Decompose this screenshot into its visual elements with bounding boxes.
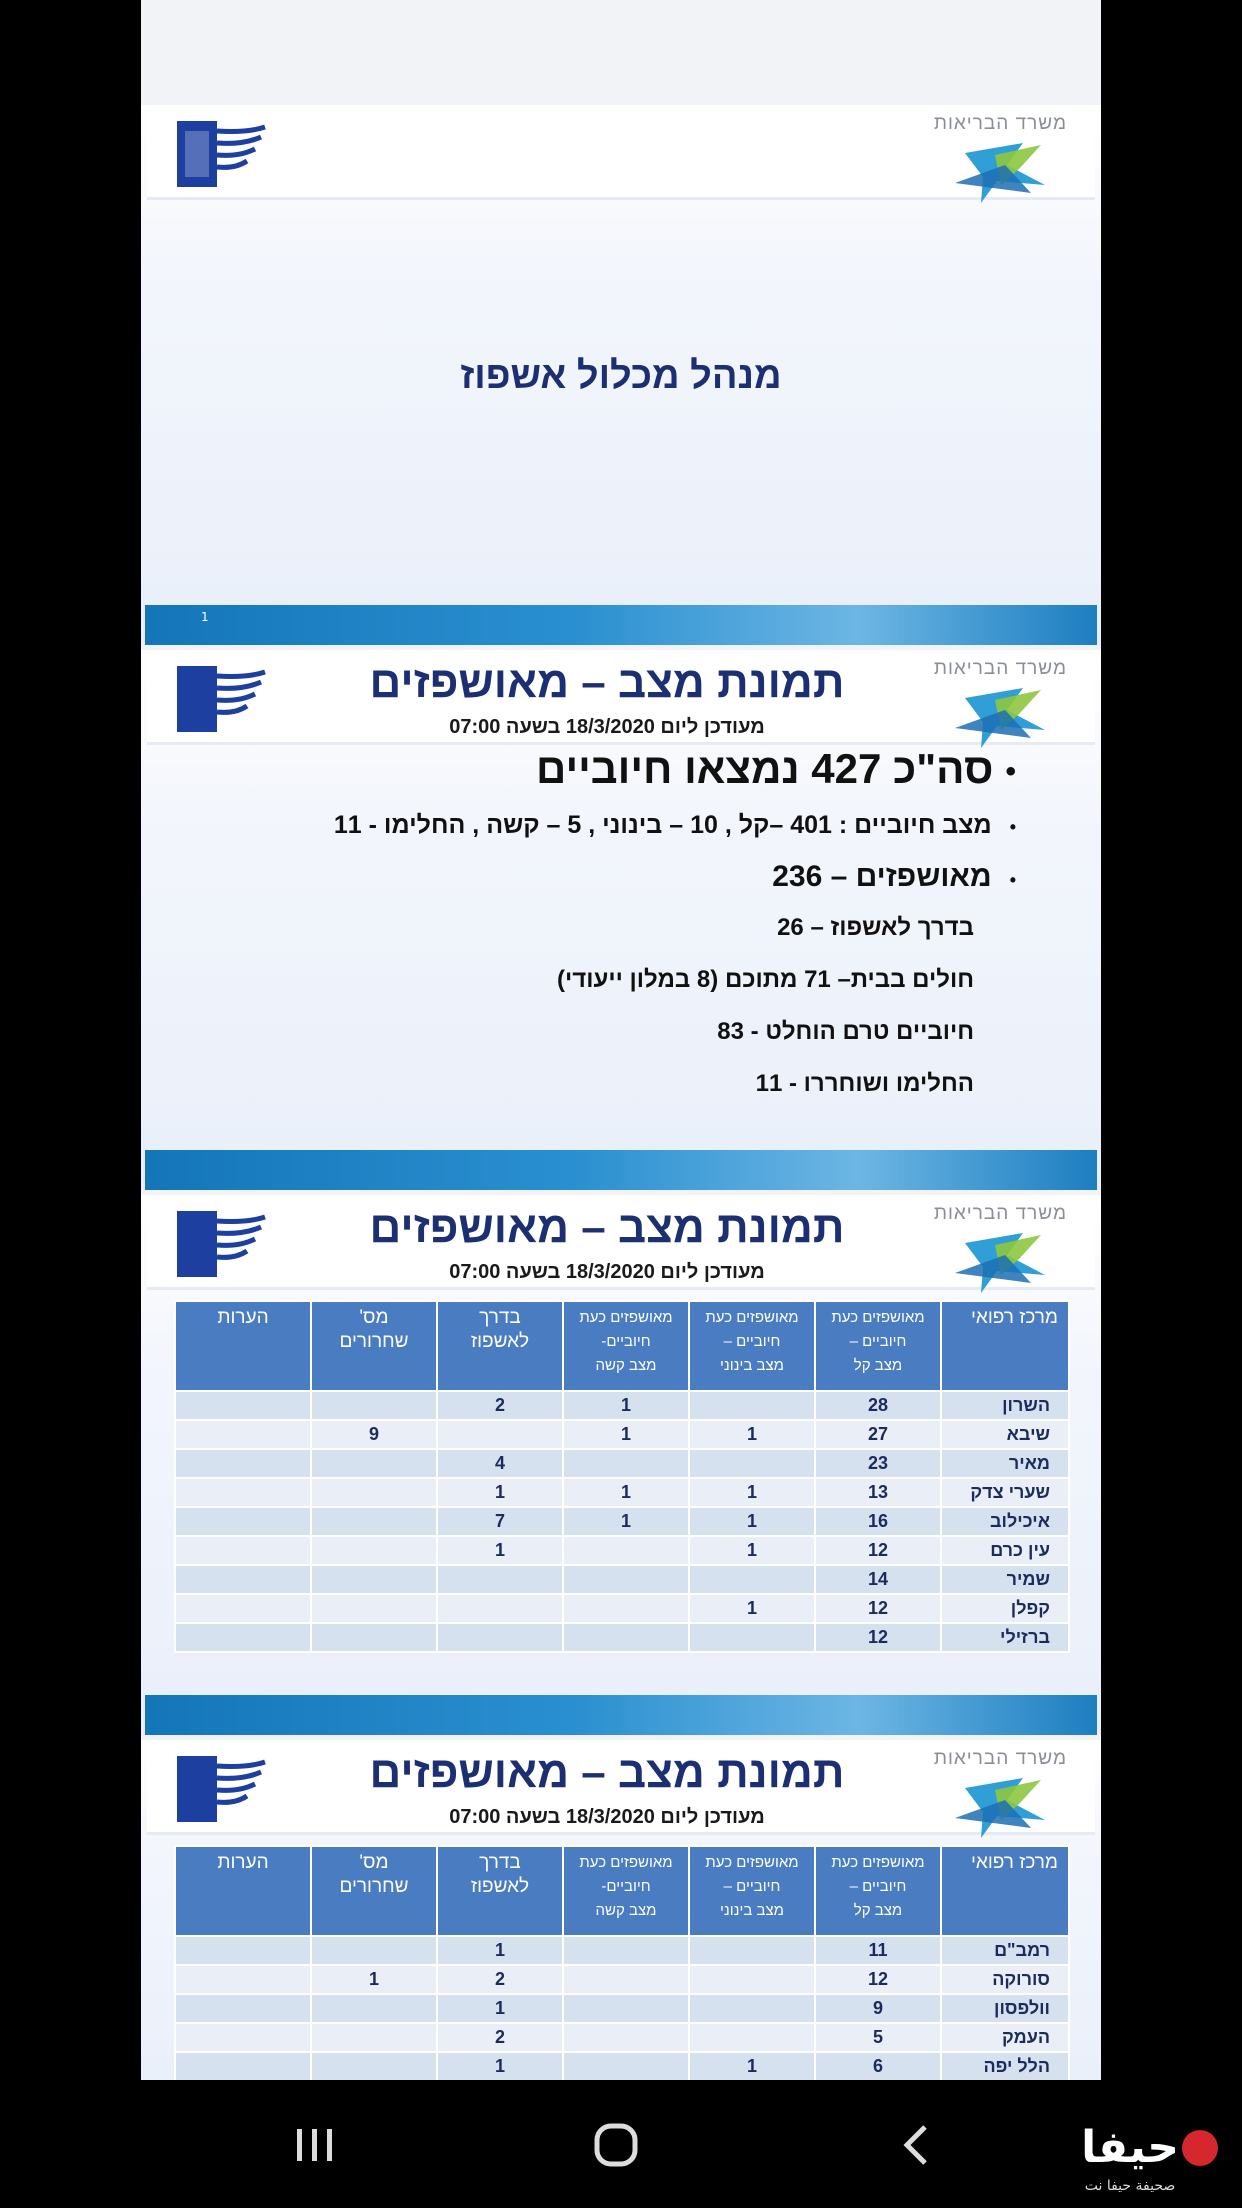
document-viewer[interactable] xyxy=(141,0,1101,2080)
table-cell: 1 xyxy=(437,1536,563,1565)
table-header-row xyxy=(175,1846,1069,1936)
col-en-route: בדרך לאשפוז xyxy=(437,1846,563,1936)
table-row xyxy=(175,1391,1069,1420)
ministry-name: משרד הבריאות xyxy=(933,658,1067,679)
table-cell xyxy=(175,2052,311,2080)
ministry-star-logo-icon xyxy=(945,1225,1055,1295)
cell-medical-center: איכילוב xyxy=(941,1507,1069,1536)
table-cell xyxy=(311,1594,437,1623)
cell-medical-center: קפלן xyxy=(941,1594,1069,1623)
table-cell xyxy=(563,1594,689,1623)
slide-1-title: מנהל מכלול אשפוז xyxy=(460,355,782,397)
table-cell: 1 xyxy=(563,1507,689,1536)
table-cell xyxy=(689,1565,815,1594)
ministry-name: משרד הבריאות xyxy=(933,113,1067,134)
table-cell xyxy=(437,1420,563,1449)
table-row xyxy=(175,1936,1069,1965)
table-cell xyxy=(311,2052,437,2080)
slide-3 xyxy=(141,1195,1101,1735)
cell-medical-center: השרון xyxy=(941,1391,1069,1420)
table-cell: 27 xyxy=(815,1420,941,1449)
ministry-star-logo-icon xyxy=(945,1770,1055,1840)
table-cell: 12 xyxy=(815,1594,941,1623)
table-cell: 1 xyxy=(437,2052,563,2080)
recent-apps-button[interactable] xyxy=(280,2110,350,2180)
table-cell: 2 xyxy=(437,1965,563,1994)
table-cell xyxy=(311,1936,437,1965)
table-cell xyxy=(689,1965,815,1994)
svg-text:حيفا: حيفا xyxy=(1081,2122,1179,2173)
table-cell: 11 xyxy=(815,1936,941,1965)
table-row xyxy=(175,1965,1069,1994)
table-cell: 6 xyxy=(815,2052,941,2080)
slide-title: תמונת מצב – מאושפזים xyxy=(369,1203,845,1252)
col-mild: מאושפזים כעת חיוביים – מצב קל xyxy=(815,1301,941,1391)
table-cell: 1 xyxy=(437,1994,563,2023)
table-cell: 1 xyxy=(311,1965,437,1994)
bullet-text: מאושפזים – 236 xyxy=(772,860,992,893)
col-notes: הערות xyxy=(175,1846,311,1936)
table-row xyxy=(175,1994,1069,2023)
cell-medical-center: הלל יפה xyxy=(941,2052,1069,2080)
table-cell: 12 xyxy=(815,1623,941,1652)
table-cell: 1 xyxy=(563,1420,689,1449)
table-cell xyxy=(175,1536,311,1565)
table-cell: 5 xyxy=(815,2023,941,2052)
table-cell: 1 xyxy=(437,1936,563,1965)
col-moderate: מאושפזים כעת חיוביים – מצב בינוני xyxy=(689,1846,815,1936)
table-cell xyxy=(311,1994,437,2023)
line-recovered: החלימו ושוחררו - 11 xyxy=(755,1070,974,1097)
col-mild: מאושפזים כעת חיוביים – מצב קל xyxy=(815,1846,941,1936)
recent-apps-icon xyxy=(293,2125,337,2165)
table-cell xyxy=(175,1420,311,1449)
table-cell: 28 xyxy=(815,1391,941,1420)
table-cell xyxy=(563,1994,689,2023)
ministry-name: משרד הבריאות xyxy=(933,1748,1067,1769)
table-cell xyxy=(563,1965,689,1994)
table-cell xyxy=(175,1507,311,1536)
cell-medical-center: עין כרם xyxy=(941,1536,1069,1565)
table-cell xyxy=(563,1536,689,1565)
table-cell xyxy=(437,1623,563,1652)
cell-medical-center: שערי צדק xyxy=(941,1478,1069,1507)
col-discharged: מס' שחרורים xyxy=(311,1846,437,1936)
line-undecided: חיוביים טרם הוחלט - 83 xyxy=(717,1018,974,1045)
table-cell xyxy=(689,1936,815,1965)
cell-medical-center: מאיר xyxy=(941,1449,1069,1478)
table-cell: 2 xyxy=(437,2023,563,2052)
col-medical-center: מרכז רפואי xyxy=(941,1846,1069,1936)
table-cell xyxy=(311,1623,437,1652)
slide-title: תמונת מצב – מאושפזים xyxy=(369,658,845,707)
table-cell: 9 xyxy=(815,1994,941,2023)
slide-footer-wave xyxy=(145,1695,1097,1735)
table-cell xyxy=(437,1565,563,1594)
cell-medical-center: העמק xyxy=(941,2023,1069,2052)
table-row xyxy=(175,1623,1069,1652)
bullet-hospitalized: •מאושפזים – 236 xyxy=(772,860,1016,893)
bullet-list xyxy=(256,745,1016,1122)
table-cell: 14 xyxy=(815,1565,941,1594)
col-severe: מאושפזים כעת חיוביים- מצב קשה xyxy=(563,1846,689,1936)
table-cell xyxy=(563,1565,689,1594)
table-row xyxy=(175,1420,1069,1449)
home-icon xyxy=(592,2121,640,2169)
cell-medical-center: וולפסון xyxy=(941,1994,1069,2023)
slide-subtitle: מעודכן ליום 18/3/2020 בשעה 07:00 xyxy=(449,716,765,738)
slide-header xyxy=(147,650,1095,745)
cell-medical-center: ברזילי xyxy=(941,1623,1069,1652)
page-number: 1 xyxy=(201,610,209,624)
table-cell: 1 xyxy=(563,1478,689,1507)
svg-text:صحيفة حيفا نت: صحيفة حيفا نت xyxy=(1084,2178,1176,2194)
col-moderate: מאושפזים כעת חיוביים – מצב בינוני xyxy=(689,1301,815,1391)
table-header-row xyxy=(175,1301,1069,1391)
table-cell: 1 xyxy=(689,2052,815,2080)
table-cell xyxy=(175,1965,311,1994)
cell-medical-center: שמיר xyxy=(941,1565,1069,1594)
table-cell xyxy=(175,1478,311,1507)
table-cell: 1 xyxy=(689,1507,815,1536)
table-cell xyxy=(175,1449,311,1478)
table-cell: 1 xyxy=(563,1391,689,1420)
table-row xyxy=(175,1565,1069,1594)
slide-footer-wave xyxy=(145,1150,1097,1190)
back-icon xyxy=(897,2121,937,2169)
ministry-star-logo-icon xyxy=(945,135,1055,205)
table-cell: 1 xyxy=(689,1594,815,1623)
table-cell: 4 xyxy=(437,1449,563,1478)
slide-header xyxy=(147,105,1095,200)
table-cell xyxy=(175,1623,311,1652)
table-cell: 1 xyxy=(437,1478,563,1507)
watermark-logo xyxy=(1030,2110,1230,2200)
table-cell xyxy=(311,1478,437,1507)
table-cell: 13 xyxy=(815,1478,941,1507)
table-cell xyxy=(689,1391,815,1420)
table-cell xyxy=(311,1536,437,1565)
table-row xyxy=(175,1478,1069,1507)
table-cell xyxy=(311,1449,437,1478)
table-cell: 2 xyxy=(437,1391,563,1420)
table-cell xyxy=(437,1594,563,1623)
hospital-status-table xyxy=(174,1300,1070,1653)
table-cell xyxy=(311,2023,437,2052)
table-cell xyxy=(175,1391,311,1420)
slide-header xyxy=(147,1195,1095,1290)
table-cell xyxy=(175,2023,311,2052)
slide-subtitle: מעודכן ליום 18/3/2020 בשעה 07:00 xyxy=(449,1261,765,1283)
table-cell xyxy=(689,1994,815,2023)
slide-footer-wave xyxy=(145,605,1097,645)
ministry-name: משרד הבריאות xyxy=(933,1203,1067,1224)
table-row xyxy=(175,2052,1069,2080)
col-severe: מאושפזים כעת חיוביים- מצב קשה xyxy=(563,1301,689,1391)
col-medical-center: מרכז רפואי xyxy=(941,1301,1069,1391)
cell-medical-center: סורוקה xyxy=(941,1965,1069,1994)
israel-emblem-icon xyxy=(177,1211,269,1277)
israel-emblem-icon xyxy=(177,666,269,732)
table-cell: 16 xyxy=(815,1507,941,1536)
hospital-status-table xyxy=(174,1845,1070,2080)
line-en-route: בדרך לאשפוז – 26 xyxy=(777,914,974,941)
table-cell: 9 xyxy=(311,1420,437,1449)
slide-header xyxy=(147,1740,1095,1835)
israel-emblem-icon xyxy=(177,121,269,187)
col-discharged: מס' שחרורים xyxy=(311,1301,437,1391)
cell-medical-center: שיבא xyxy=(941,1420,1069,1449)
israel-emblem-icon xyxy=(177,1756,269,1822)
table-cell: 23 xyxy=(815,1449,941,1478)
table-cell xyxy=(175,1994,311,2023)
table-row xyxy=(175,1507,1069,1536)
slide-4 xyxy=(141,1740,1101,2080)
table-cell: 12 xyxy=(815,1965,941,1994)
table-cell: 1 xyxy=(689,1420,815,1449)
table-cell xyxy=(175,1594,311,1623)
table-cell xyxy=(311,1391,437,1420)
table-cell xyxy=(563,2023,689,2052)
table-cell xyxy=(563,2052,689,2080)
table-cell xyxy=(563,1623,689,1652)
ministry-star-logo-icon xyxy=(945,680,1055,750)
table-cell xyxy=(689,1623,815,1652)
table-row xyxy=(175,1449,1069,1478)
slide-subtitle: מעודכן ליום 18/3/2020 בשעה 07:00 xyxy=(449,1806,765,1828)
table-cell: 7 xyxy=(437,1507,563,1536)
table-cell xyxy=(311,1565,437,1594)
table-cell: 1 xyxy=(689,1478,815,1507)
line-home-patients: חולים בבית– 71 מתוכם (8 במלון ייעודי) xyxy=(557,966,974,993)
slide-title: תמונת מצב – מאושפזים xyxy=(369,1748,845,1797)
table-cell: 1 xyxy=(689,1536,815,1565)
bullet-text: סה"כ 427 נמצאו חיוביים xyxy=(536,745,994,792)
table-cell xyxy=(563,1936,689,1965)
table-cell xyxy=(563,1449,689,1478)
home-button[interactable] xyxy=(581,2110,651,2180)
cell-medical-center: רמב"ם xyxy=(941,1936,1069,1965)
bullet-status-breakdown: •מצב חיוביים : 401 –קל , 10 – בינוני , 5 – קשה , החלימו - 11 xyxy=(333,811,1016,839)
table-row xyxy=(175,1594,1069,1623)
slide-2 xyxy=(141,650,1101,1190)
col-notes: הערות xyxy=(175,1301,311,1391)
bullet-total-positive: •סה"כ 427 נמצאו חיוביים xyxy=(536,745,1016,792)
col-en-route: בדרך לאשפוז xyxy=(437,1301,563,1391)
table-cell xyxy=(175,1936,311,1965)
table-cell xyxy=(175,1565,311,1594)
back-button[interactable] xyxy=(882,2110,952,2180)
table-row xyxy=(175,2023,1069,2052)
table-cell: 12 xyxy=(815,1536,941,1565)
table-cell xyxy=(689,1449,815,1478)
bullet-text: מצב חיוביים : 401 –קל , 10 – בינוני , 5 – קשה , החלימו - 11 xyxy=(333,811,992,839)
table-row xyxy=(175,1536,1069,1565)
slide-1 xyxy=(141,105,1101,645)
watermark-logo-icon xyxy=(1030,2110,1230,2200)
table-cell xyxy=(689,2023,815,2052)
table-cell xyxy=(311,1507,437,1536)
